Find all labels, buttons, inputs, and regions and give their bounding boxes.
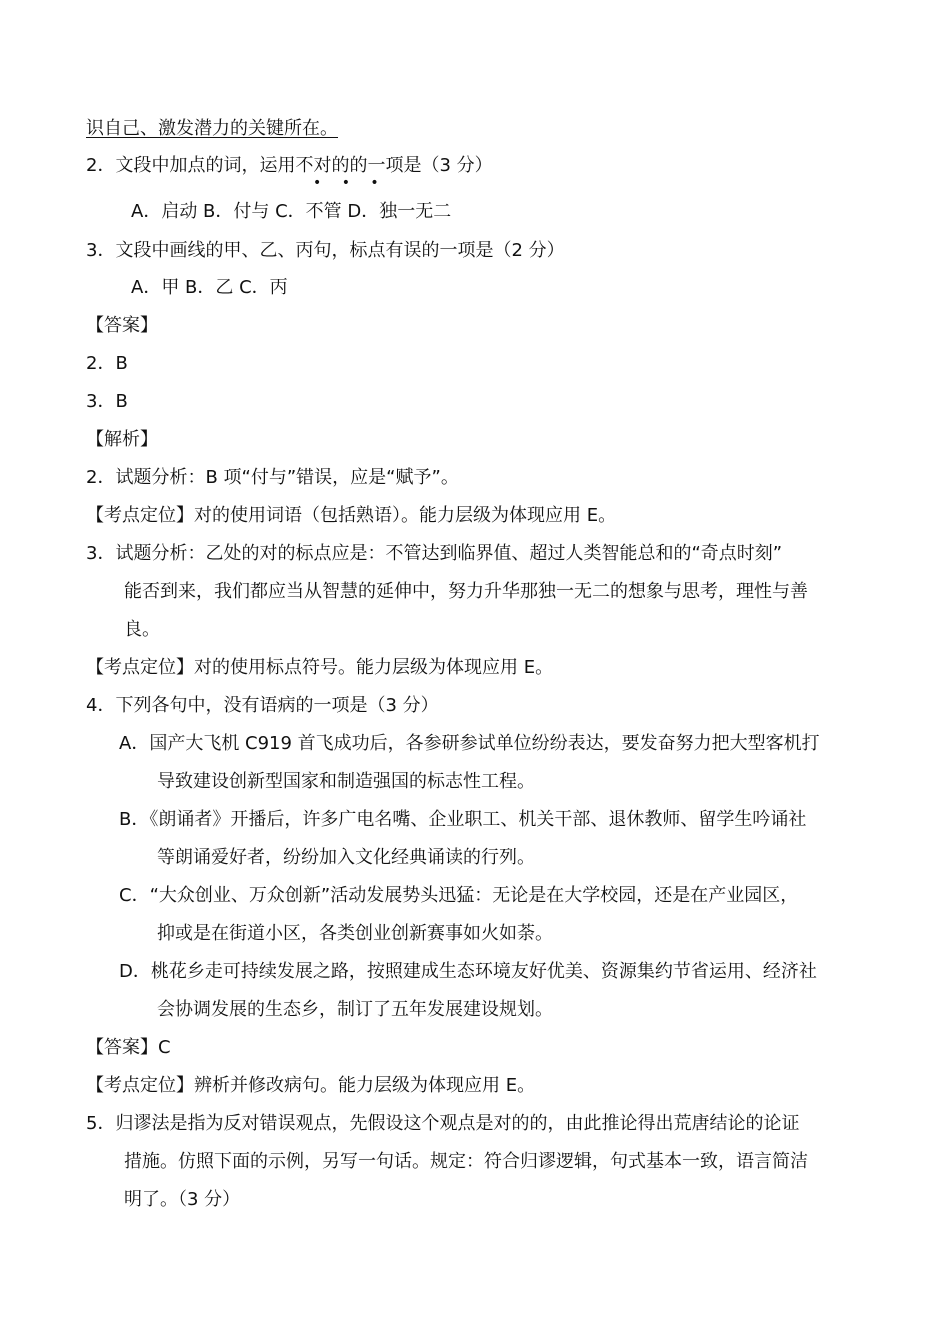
question-5-line3: 明了。（3 分） xyxy=(124,1189,241,1210)
option-b-line1: B．《朗诵者》开播后，许多广电名嘴、企业职工、机关干部、退休教师、留学生吟诵社 xyxy=(119,809,807,830)
answer-4: 【答案】C xyxy=(86,1037,171,1058)
analysis-3-line3: 良。 xyxy=(124,619,160,640)
question-2-options: A．启动 B．付与 C．不管 D．独一无二 xyxy=(131,201,452,222)
option-a-line1: A．国产大飞机 C919 首飞成功后，各参研参试单位纷纷表达，要发奋努力把大型客机打 xyxy=(119,733,820,754)
answer-heading: 【答案】 xyxy=(86,315,158,336)
question-2: 2．文段中加点的词，运用不对的的一项是（3 分） xyxy=(86,155,493,176)
answer-2: 2．B xyxy=(86,353,128,374)
question-3-options: A．甲 B．乙 C．丙 xyxy=(131,277,288,298)
underlined-sentence-end: 识自己、激发潜力的关键所在。 xyxy=(86,118,338,139)
question-5-line2: 措施。仿照下面的示例，另写一句话。规定：符合归谬逻辑，句式基本一致，语言简洁 xyxy=(124,1151,808,1172)
question-4: 4．下列各句中，没有语病的一项是（3 分） xyxy=(86,695,439,716)
analysis-2: 2．试题分析：B 项“付与”错误，应是“赋予”。 xyxy=(86,467,459,488)
analysis-3-line1: 3．试题分析：乙处的对的标点应是：不管达到临界值、超过人类智能总和的“奇点时刻” xyxy=(86,543,783,564)
option-a-line2: 导致建设创新型国家和制造强国的标志性工程。 xyxy=(157,771,535,792)
key-point-3: 【考点定位】对的使用标点符号。能力层级为体现应用 E。 xyxy=(86,657,554,678)
question-5-line1: 5．归谬法是指为反对错误观点，先假设这个观点是对的的，由此推论得出荒唐结论的论证 xyxy=(86,1113,800,1134)
option-c-line2: 抑或是在街道小区，各类创业创新赛事如火如荼。 xyxy=(157,923,553,944)
option-c-line1: C．“大众创业、万众创新”活动发展势头迅猛：无论是在大学校园，还是在产业园区， xyxy=(119,885,799,906)
answer-3: 3．B xyxy=(86,391,128,412)
option-d-line1: D．桃花乡走可持续发展之路，按照建成生态环境友好优美、资源集约节省运用、经济社 xyxy=(119,961,817,982)
key-point-2: 【考点定位】对的使用词语（包括熟语）。能力层级为体现应用 E。 xyxy=(86,505,617,526)
analysis-heading: 【解析】 xyxy=(86,429,158,450)
key-point-4: 【考点定位】辨析并修改病句。能力层级为体现应用 E。 xyxy=(86,1075,536,1096)
analysis-3-line2: 能否到来，我们都应当从智慧的延伸中，努力升华那独一无二的想象与思考，理性与善 xyxy=(124,581,808,602)
question-3: 3．文段中画线的甲、乙、丙句，标点有误的一项是（2 分） xyxy=(86,240,565,261)
emphasis-dots: • • • xyxy=(313,175,387,191)
option-b-line2: 等朗诵爱好者，纷纷加入文化经典诵读的行列。 xyxy=(157,847,535,868)
option-d-line2: 会协调发展的生态乡，制订了五年发展建设规划。 xyxy=(157,999,553,1020)
